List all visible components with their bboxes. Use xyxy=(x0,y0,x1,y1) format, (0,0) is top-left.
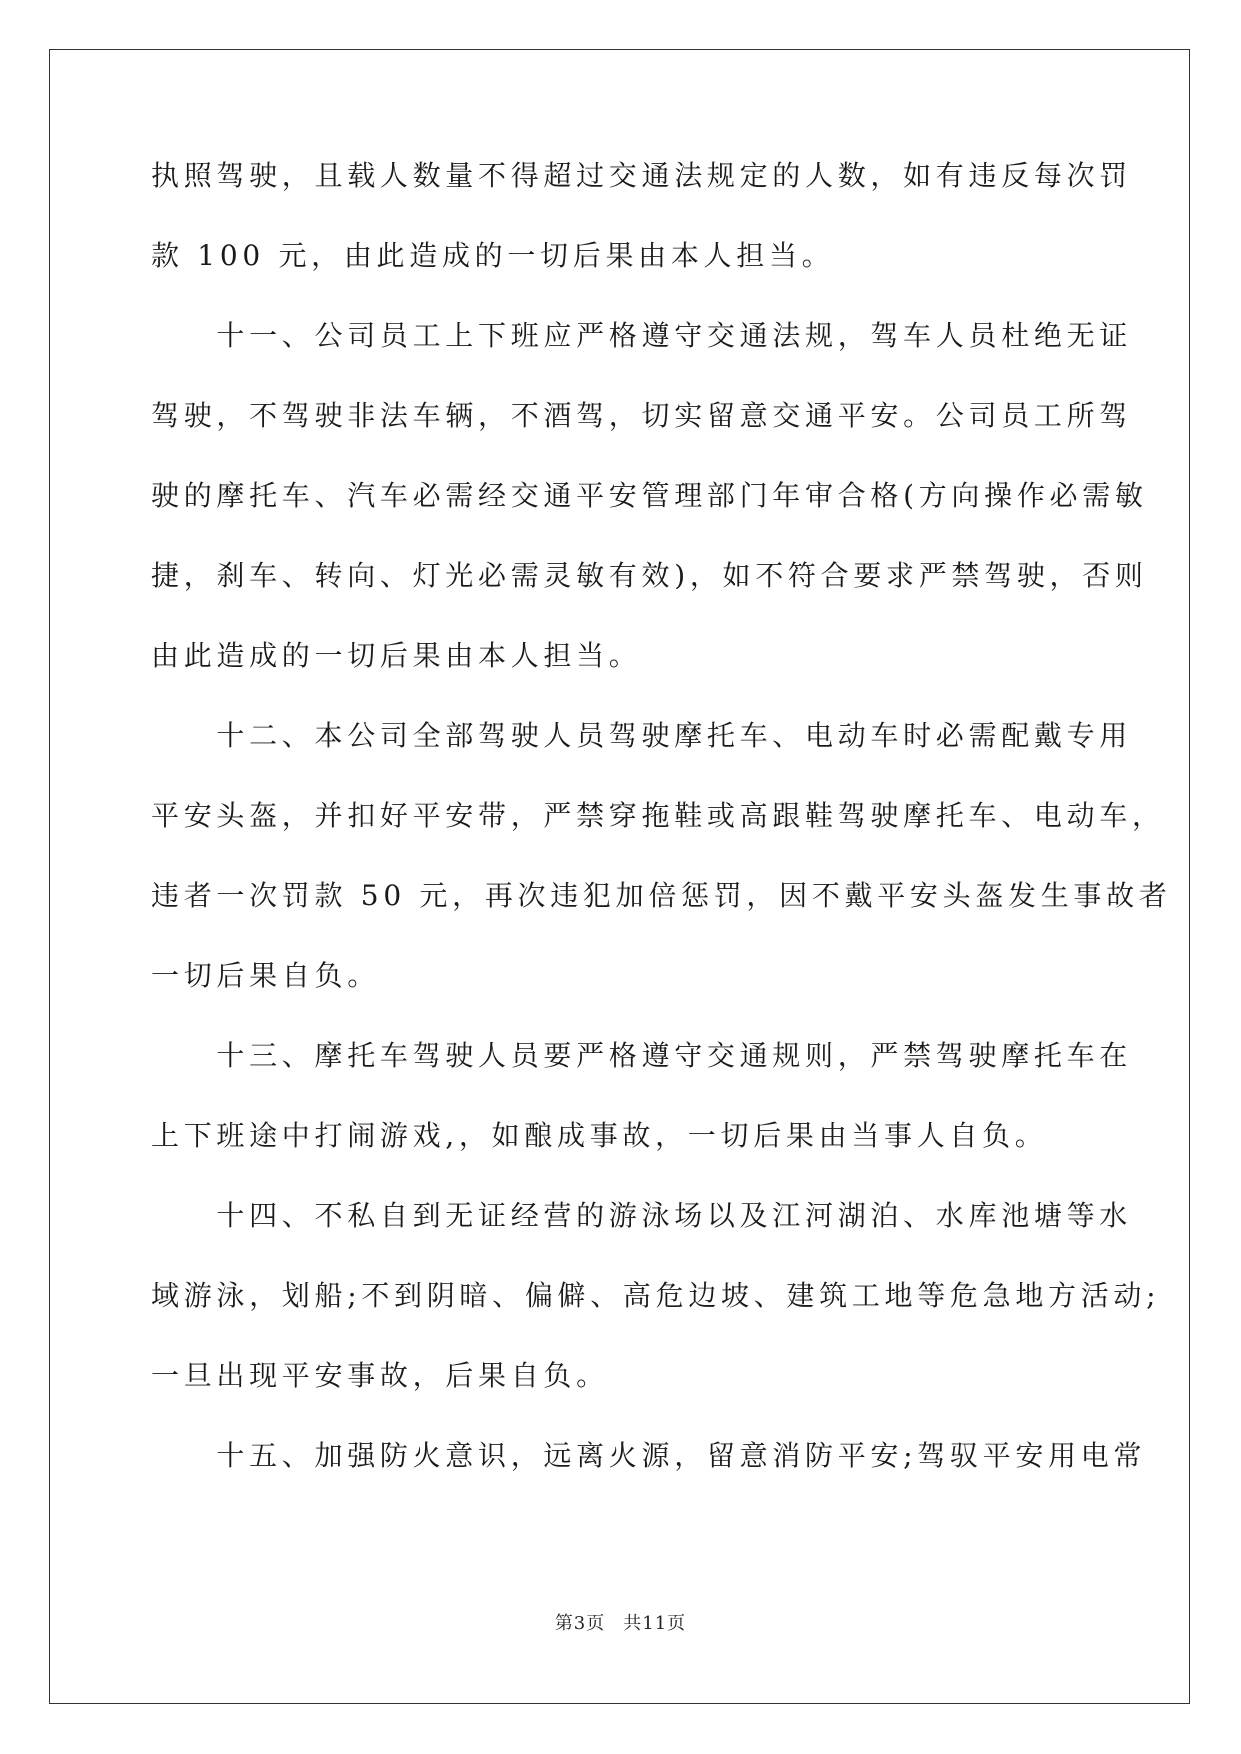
page-footer xyxy=(0,1612,1241,1636)
text-line: 一切后果自负。 xyxy=(151,959,380,992)
paragraph-start-line: 十四、不私自到无证经营的游泳场以及江河湖泊、水库池塘等水 xyxy=(151,1199,1133,1232)
text-line: 上下班途中打闹游戏,，如酿成事故，一切后果由当事人自负。 xyxy=(151,1119,1048,1152)
text-line: 由此造成的一切后果由本人担当。 xyxy=(151,639,642,672)
text-line: 驶的摩托车、汽车必需经交通平安管理部门年审合格(方向操作必需敏 xyxy=(151,479,1148,512)
text-line: 捷，刹车、转向、灯光必需灵敏有效)，如不符合要求严禁驾驶，否则 xyxy=(151,559,1148,592)
document-body xyxy=(151,156,1172,1476)
paragraph-start-line: 十一、公司员工上下班应严格遵守交通法规，驾车人员杜绝无证 xyxy=(151,319,1133,352)
text-line: 执照驾驶，且载人数量不得超过交通法规定的人数，如有违反每次罚 xyxy=(151,159,1133,192)
paragraph-start-line: 十二、本公司全部驾驶人员驾驶摩托车、电动车时必需配戴专用 xyxy=(151,719,1133,752)
text-line: 一旦出现平安事故，后果自负。 xyxy=(151,1359,609,1392)
text-line: 平安头盔，并扣好平安带，严禁穿拖鞋或高跟鞋驾驶摩托车、电动车， xyxy=(151,799,1165,832)
text-line: 域游泳，划船;不到阴暗、偏僻、高危边坡、建筑工地等危急地方活动; xyxy=(151,1279,1161,1312)
text-line: 驾驶，不驾驶非法车辆，不酒驾，切实留意交通平安。公司员工所驾 xyxy=(151,399,1133,432)
paragraph-start-line: 十五、加强防火意识，远离火源，留意消防平安;驾驭平安用电常 xyxy=(151,1439,1147,1472)
text-line: 款 100 元，由此造成的一切后果由本人担当。 xyxy=(151,239,835,272)
text-line: 违者一次罚款 50 元，再次违犯加倍惩罚，因不戴平安头盔发生事故者 xyxy=(151,879,1172,912)
paragraph-start-line: 十三、摩托车驾驶人员要严格遵守交通规则，严禁驾驶摩托车在 xyxy=(151,1039,1133,1072)
total-pages: 共11页 xyxy=(623,1613,687,1634)
page-number: 第3页 xyxy=(554,1613,606,1634)
